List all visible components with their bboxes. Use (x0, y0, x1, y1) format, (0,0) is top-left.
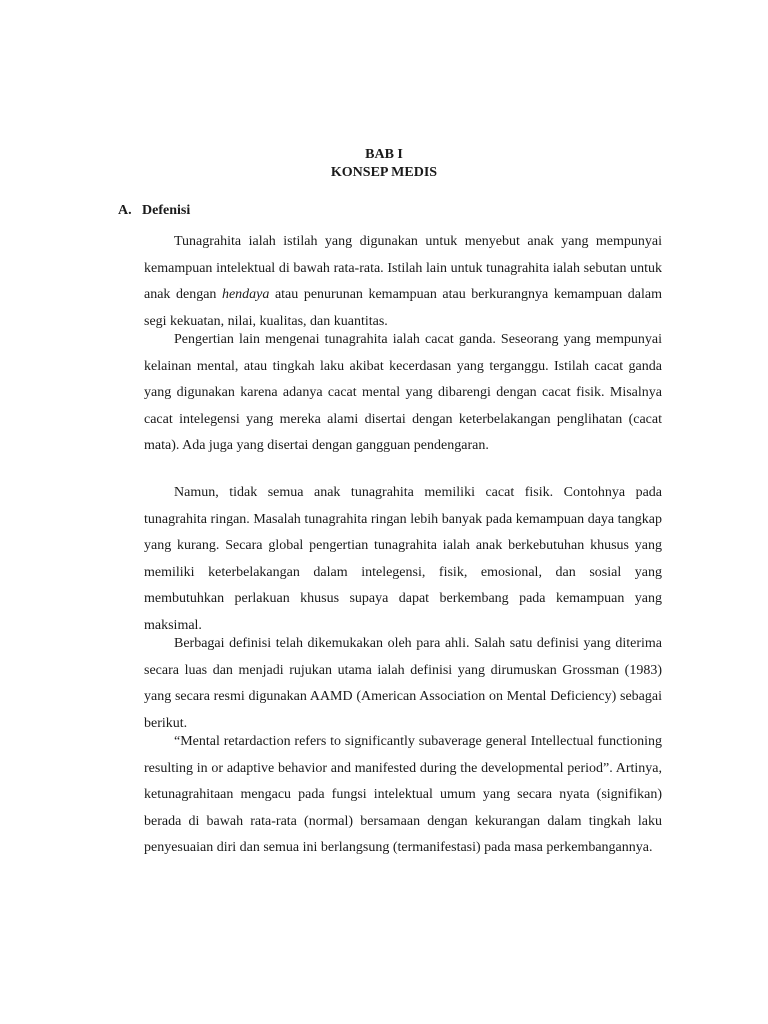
section-letter: A. (118, 203, 132, 218)
section-heading (118, 202, 190, 220)
paragraph-text: Tunagrahita ialah istilah yang digunakan untuk menyebut anak yang mempunyai kemampuan intelektual di bawah rata-rata. Istilah lain untuk tunagrahita ialah sebutan untuk anak dengan (144, 234, 662, 303)
paragraph-tunagrahita-ringan: Namun, tidak semua anak tunagrahita memiliki cacat fisik. Contohnya pada tunagrahita ringan. Masalah tunagrahita ringan lebih banyak pada kemampuan daya tangkap yang kurang. Secara global pengertian tunagrahita ialah anak berkebutuhan khusus yang memiliki keterbelakangan dalam intelegensi, fisik, emosional, dan sosial yang membutuhkan perlakuan khusus supaya dapat berkembang pada kemampuan yang maksimal. (144, 485, 662, 633)
paragraph-cacat-ganda: Pengertian lain mengenai tunagrahita ialah cacat ganda. Seseorang yang mempunyai kelainan mental, atau tingkah laku akibat kecerdasan yang terganggu. Istilah cacat ganda yang digunakan karena adanya cacat mental yang dibarengi dengan cacat fisik. Misalnya cacat intelegensi yang mereka alami disertai dengan keterbelakangan penglihatan (cacat mata). Ada juga yang disertai dengan gangguan pendengaran. (144, 332, 662, 454)
paragraph-text: atau penurunan kemampuan atau berkurangnya kemampuan dalam segi kekuatan, nilai, kualitas, dan kuantitas. (144, 287, 662, 329)
section-title: Defenisi (142, 203, 191, 218)
paragraph-definition (144, 229, 662, 335)
paragraph-aamd: Berbagai definisi telah dikemukakan oleh para ahli. Salah satu definisi yang diterima secara luas dan menjadi rujukan utama ialah definisi yang dirumuskan Grossman (1983) yang secara resmi digunakan AAMD (American Association on Mental Deficiency) sebagai berikut. (144, 636, 662, 731)
paragraph-quote: “Mental retardaction refers to significantly subaverage general Intellectual functioning resulting in or adaptive behavior and manifested during the developmental period”. Artinya, ketunagrahitaan mengacu pada fungsi intelektual umum yang secara nyata (signifikan) berada di bawah rata-rata (normal) bersamaan dengan kekurangan dalam tingkah laku penyesuaian diri dan semua ini berlangsung (termanifestasi) pada masa perkembangannya. (144, 734, 662, 856)
chapter-heading (0, 146, 768, 182)
chapter-number: BAB I (365, 147, 403, 162)
chapter-title: KONSEP MEDIS (330, 165, 438, 180)
emphasis-term: hendaya (221, 287, 270, 303)
